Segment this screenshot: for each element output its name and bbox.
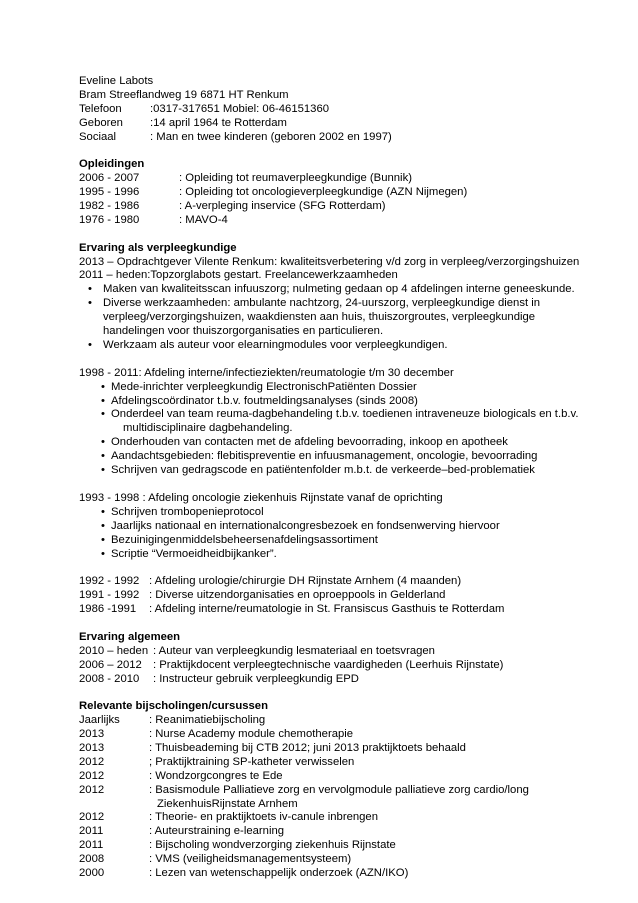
personal-row xyxy=(79,103,569,117)
general-period: 2006 – 2012 xyxy=(79,658,142,671)
list-item-text: verpleeg/verzorgingshuizen, waakdiensten aan huis, thuiszorgroutes, verpleegkundige xyxy=(103,311,536,324)
course-row xyxy=(79,867,569,881)
section-heading-bijscholingen: Relevante bijscholingen/cursussen xyxy=(79,700,268,713)
experience-block-title: 1993 - 1998 : Afdeling oncologie ziekenhuis Rijnstate vanaf de oprichting xyxy=(79,491,443,504)
course-continuation: ZiekenhuisRijnstate Arnhem xyxy=(157,797,298,810)
list-item-text: • Afdelingscoördinator t.b.v. foutmeldingsanalyses (sinds 2008) xyxy=(111,394,418,407)
experience-line: 2013 – Opdrachtgever Vilente Renkum: kwaliteitsverbetering v/d zorg in verpleeg/verzorgingshuizen xyxy=(79,255,580,268)
personal-value: : Man en twee kinderen (geboren 2002 en 1997) xyxy=(150,130,392,143)
course-row xyxy=(79,714,569,728)
education-value: : Opleiding tot oncologieverpleegkundige (AZN Nijmegen) xyxy=(179,186,468,199)
course-row xyxy=(79,770,569,784)
personal-label: Sociaal xyxy=(79,130,117,143)
course-row xyxy=(79,811,569,825)
list-item-text: • Schrijven van gedragscode en patiëntenfolder m.b.t. de verkeerde–bed-problematiek xyxy=(111,464,535,477)
oncology-bullet-list xyxy=(79,506,569,562)
course-value: : Basismodule Palliatieve zorg en vervolgmodule palliatieve zorg cardio/long xyxy=(149,783,529,796)
education-period: 1976 - 1980 xyxy=(79,213,140,226)
general-value: : Instructeur gebruik verpleegkundig EPD xyxy=(153,672,359,685)
education-row xyxy=(79,200,569,214)
list-item-text: • Scriptie “Vermoeidheidbijkanker”. xyxy=(111,547,277,560)
list-item xyxy=(79,283,575,297)
list-item-text: • Onderdeel van team reuma-dagbehandeling t.b.v. toedienen intraveneuze biologicals en t.b.v. xyxy=(111,408,579,421)
course-value: : Wondzorgcongres te Ede xyxy=(149,769,283,782)
list-item-text: multidisciplinaire dagbehandeling. xyxy=(123,422,293,435)
personal-value: :0317-317651 Mobiel: 06-46151360 xyxy=(150,102,330,115)
experience-period: 1991 - 1992 xyxy=(79,589,140,602)
experience-row xyxy=(79,603,569,617)
freelance-bullet-list xyxy=(79,283,575,353)
list-item-text: • Diverse werkzaamheden: ambulante nachtzorg, 24-uurszorg, verpleegkundige dienst in xyxy=(103,297,541,310)
education-value: : Opleiding tot reumaverpleegkundige (Bunnik) xyxy=(179,172,412,185)
course-period: 2012 xyxy=(79,769,105,782)
list-item xyxy=(79,534,569,548)
experience-value: : Diverse uitzendorganisaties en oproeppools in Gelderland xyxy=(149,589,446,602)
list-item xyxy=(79,520,569,534)
experience-value: : Afdeling interne/reumatologie in St. Fransiscus Gasthuis te Rotterdam xyxy=(149,603,505,616)
course-period: 2012 xyxy=(79,755,105,768)
general-row xyxy=(79,645,569,659)
course-value: ; Praktijktraining SP-katheter verwisselen xyxy=(149,755,355,768)
general-value: : Auteur van verpleegkundig lesmateriaal en toetsvragen xyxy=(153,644,435,657)
list-item-text: • Mede-inrichter verpleegkundig ElectronischPatiënten Dossier xyxy=(111,380,417,393)
course-row xyxy=(79,853,569,867)
course-value: : VMS (veiligheidsmanagementsysteem) xyxy=(149,853,352,866)
education-value: : MAVO-4 xyxy=(179,213,228,226)
list-item-text: • Onderhouden van contacten met de afdeling bevoorrading, inkoop en apotheek xyxy=(111,436,508,449)
list-item xyxy=(79,395,569,409)
course-value: : Nurse Academy module chemotherapie xyxy=(149,728,354,741)
general-period: 2008 - 2010 xyxy=(79,672,140,685)
general-value: : Praktijkdocent verpleegtechnische vaardigheden (Leerhuis Rijnstate) xyxy=(153,658,504,671)
course-value: : Bijscholing wondverzorging ziekenhuis Rijnstate xyxy=(149,839,396,852)
list-item-text: • Jaarlijks nationaal en internationalcongresbezoek en fondsenwerving hiervoor xyxy=(111,519,500,532)
course-value: : Lezen van wetenschappelijk onderzoek (AZN/IKO) xyxy=(149,867,409,880)
course-period: 2000 xyxy=(79,867,105,880)
course-value: : Theorie- en praktijktoets iv-canule inbrengen xyxy=(149,811,378,824)
list-item xyxy=(79,381,569,395)
list-item-text: • Aandachtsgebieden: flebitispreventie en infuusmanagement, oncologie, bevoorrading xyxy=(111,450,538,463)
list-item xyxy=(79,297,569,339)
person-name: Eveline Labots xyxy=(79,75,154,87)
course-row xyxy=(79,756,569,770)
personal-row xyxy=(79,117,569,131)
course-period: 2011 xyxy=(79,839,104,852)
list-item-text: handelingen voor thuiszorgorganisaties en particulieren. xyxy=(103,325,384,338)
experience-row xyxy=(79,589,569,603)
list-item xyxy=(79,464,569,478)
list-item xyxy=(79,506,569,520)
experience-line: 2011 – heden:Topzorglabots gestart. Freelancewerkzaamheden xyxy=(79,269,398,282)
experience-block-title: 1998 - 2011: Afdeling interne/infectieziekten/reumatologie t/m 30 december xyxy=(79,366,454,379)
list-item xyxy=(79,436,569,450)
course-value: : Auteurstraining e-learning xyxy=(149,825,285,838)
rijnstate-bullet-list xyxy=(79,380,579,478)
personal-label: Telefoon xyxy=(79,102,122,115)
course-row xyxy=(79,728,569,742)
education-period: 2006 - 2007 xyxy=(79,172,140,185)
course-period: Jaarlijks xyxy=(79,714,120,727)
person-address: Bram Streeflandweg 19 6871 HT Renkum xyxy=(79,88,289,101)
course-value: : Thuisbeademing bij CTB 2012; juni 2013 praktijktoets behaald xyxy=(149,742,466,754)
list-item-text: • Schrijven trombopenieprotocol xyxy=(111,505,264,518)
experience-period: 1992 - 1992 xyxy=(79,575,140,588)
general-period: 2010 – heden xyxy=(79,644,149,657)
education-row xyxy=(79,214,569,228)
course-value: : Reanimatiebijscholing xyxy=(149,714,266,727)
list-item-text: • Maken van kwaliteitsscan infuuszorg; nulmeting gedaan op 4 afdelingen interne geneeskunde. xyxy=(103,283,575,296)
section-heading-algemeen: Ervaring algemeen xyxy=(79,630,181,643)
education-row xyxy=(79,186,569,200)
general-row xyxy=(79,673,569,687)
list-item-text: • Bezuinigingenmiddelsbeheersenafdelingsassortiment xyxy=(111,533,378,546)
course-row xyxy=(79,784,569,798)
personal-value: :14 april 1964 te Rotterdam xyxy=(150,116,287,129)
section-heading-opleidingen: Opleidingen xyxy=(79,158,145,171)
education-period: 1995 - 1996 xyxy=(79,186,140,199)
list-item-text: • Werkzaam als auteur voor elearningmodules voor verpleegkundigen. xyxy=(103,338,448,351)
list-item xyxy=(79,408,579,436)
experience-value: : Afdeling urologie/chirurgie DH Rijnstate Arnhem (4 maanden) xyxy=(149,575,462,588)
course-period: 2008 xyxy=(79,853,105,866)
cv-content xyxy=(79,75,580,881)
personal-row xyxy=(79,131,569,145)
course-row xyxy=(79,742,569,756)
course-period: 2013 xyxy=(79,742,105,754)
personal-label: Geboren xyxy=(79,116,123,129)
list-item xyxy=(79,339,569,353)
general-row xyxy=(79,659,569,673)
course-period: 2011 xyxy=(79,825,104,838)
experience-row xyxy=(79,575,569,589)
list-item xyxy=(79,548,569,562)
education-value: : A-verpleging inservice (SFG Rotterdam) xyxy=(179,200,386,213)
experience-period: 1986 -1991 xyxy=(79,603,137,616)
course-row xyxy=(79,825,569,839)
education-period: 1982 - 1986 xyxy=(79,200,140,213)
course-period: 2013 xyxy=(79,728,105,741)
section-heading-ervaring: Ervaring als verpleegkundige xyxy=(79,241,237,254)
course-row xyxy=(79,839,569,853)
course-period: 2012 xyxy=(79,783,105,796)
course-period: 2012 xyxy=(79,811,105,824)
list-item xyxy=(79,450,569,464)
education-row xyxy=(79,172,569,186)
